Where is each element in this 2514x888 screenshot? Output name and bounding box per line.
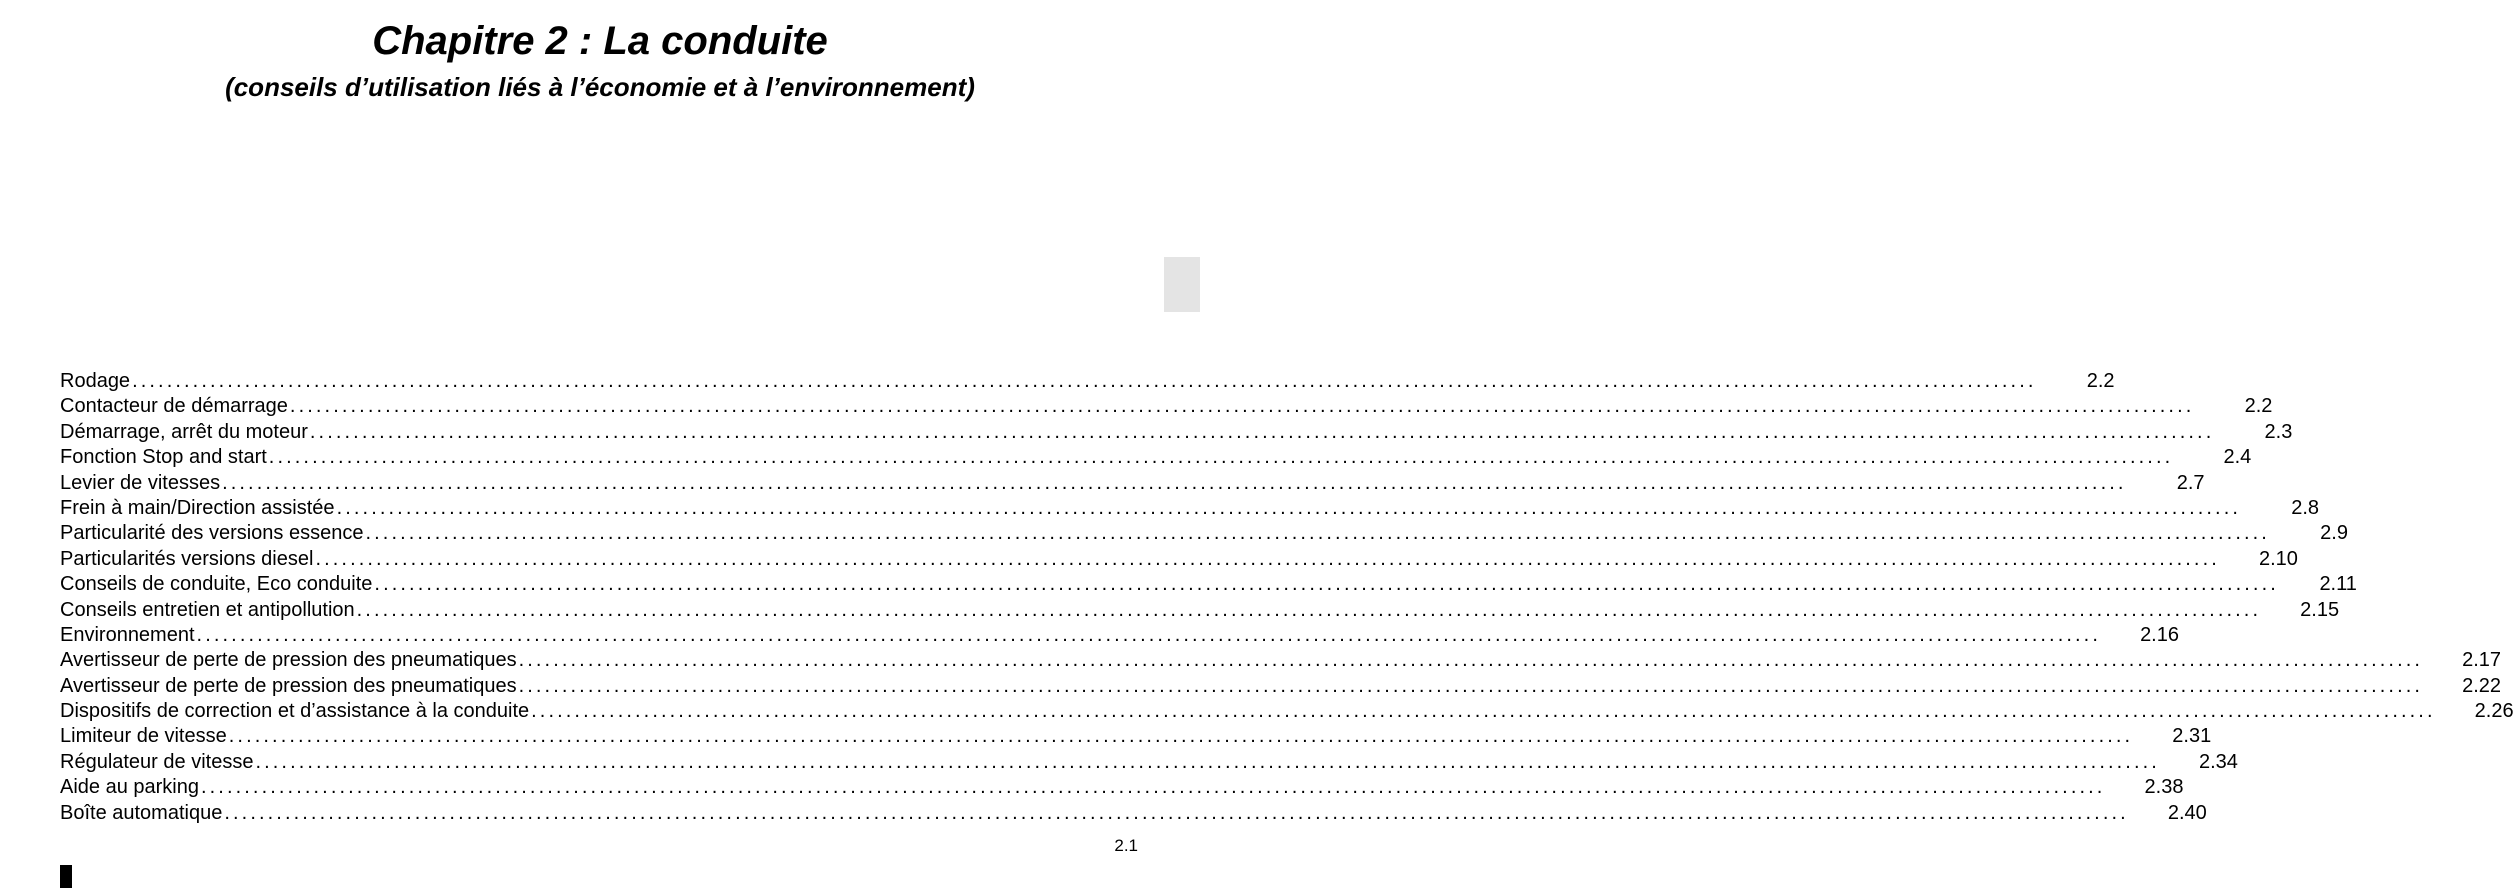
toc-dot-leader: ............................................................................................................................................................................................................................: [222, 471, 2127, 494]
toc-entry-page: 2.26: [2474, 700, 2514, 723]
toc-entry-page: 2.16: [2140, 623, 2179, 646]
toc-dot-leader: ............................................................................................................................................................................................................................: [518, 649, 2424, 672]
toc-entry-label: Levier de vitesses: [60, 471, 221, 494]
toc-entry-page: 2.34: [2198, 750, 2238, 773]
toc-dot-leader: ............................................................................................................................................................................................................................: [255, 750, 2160, 773]
toc-dot-leader: ............................................................................................................................................................................................................................: [374, 573, 2279, 596]
toc-entry[interactable]: [60, 724, 2212, 749]
toc-entry-page: 2.17: [2462, 649, 2502, 672]
toc-entry-label: Régulateur de vitesse: [60, 750, 254, 773]
toc-dot-leader: ............................................................................................................................................................................................................................: [518, 674, 2424, 697]
toc-entry[interactable]: [60, 623, 2179, 648]
toc-dot-leader: ............................................................................................................................................................................................................................: [365, 522, 2270, 545]
toc-entry[interactable]: [60, 699, 2514, 724]
toc-entry-label: Particularités versions diesel: [60, 547, 314, 570]
toc-entry-label: Frein à main/Direction assistée: [60, 496, 335, 519]
toc-entry-page: 2.40: [2167, 801, 2207, 824]
toc-entry[interactable]: [60, 648, 2502, 673]
chapter-title: Chapitre 2 : La conduite: [372, 19, 828, 63]
toc-entry-label: Aide au parking: [60, 776, 199, 799]
toc-entry[interactable]: [60, 521, 2348, 546]
toc-entry-label: Environnement: [60, 623, 195, 646]
toc-entry-label: Fonction Stop and start: [60, 446, 267, 469]
toc-dot-leader: ............................................................................................................................................................................................................................: [289, 395, 2195, 418]
toc-entry-page: 2.2: [2244, 395, 2273, 418]
toc-dot-leader: ............................................................................................................................................................................................................................: [224, 801, 2129, 824]
table-of-contents: [60, 369, 2514, 826]
toc-entry-label: Conseils entretien et antipollution: [60, 598, 355, 621]
toc-entry-label: Avertisseur de perte de pression des pneumatiques: [60, 649, 517, 672]
toc-dot-leader: ............................................................................................................................................................................................................................: [132, 370, 2037, 392]
toc-entry[interactable]: [60, 801, 2207, 826]
toc-entry[interactable]: [60, 471, 2205, 496]
toc-dot-leader: ............................................................................................................................................................................................................................: [356, 598, 2262, 621]
toc-dot-leader: ............................................................................................................................................................................................................................: [531, 700, 2436, 723]
toc-entry-label: Démarrage, arrêt du moteur: [60, 420, 308, 443]
toc-entry-label: Rodage: [60, 370, 131, 392]
toc-entry-page: 2.7: [2176, 471, 2205, 494]
print-corner-mark: [60, 865, 72, 888]
toc-entry-page: 2.8: [2291, 496, 2320, 519]
toc-dot-leader: ............................................................................................................................................................................................................................: [200, 776, 2106, 799]
chapter-side-tab: [1164, 257, 1200, 312]
toc-entry-label: Boîte automatique: [60, 801, 223, 824]
toc-dot-leader: ............................................................................................................................................................................................................................: [196, 623, 2101, 646]
toc-dot-leader: ............................................................................................................................................................................................................................: [268, 446, 2174, 469]
toc-entry-label: Limiteur de vitesse: [60, 725, 227, 748]
toc-entry-label: Avertisseur de perte de pression des pneumatiques: [60, 674, 517, 697]
toc-dot-leader: ............................................................................................................................................................................................................................: [228, 725, 2134, 748]
toc-entry[interactable]: [60, 572, 2357, 597]
toc-entry-label: Conseils de conduite, Eco conduite: [60, 573, 373, 596]
toc-entry-page: 2.2: [2086, 370, 2115, 392]
toc-entry-page: 2.3: [2264, 420, 2293, 443]
toc-entry-label: Dispositifs de correction et d’assistance à la conduite: [60, 700, 530, 723]
toc-entry[interactable]: [60, 674, 2502, 699]
toc-entry-label: Contacteur de démarrage: [60, 395, 288, 418]
toc-entry-page: 2.15: [2300, 598, 2340, 621]
toc-dot-leader: ............................................................................................................................................................................................................................: [315, 547, 2220, 570]
toc-entry-page: 2.38: [2144, 776, 2184, 799]
toc-entry[interactable]: [60, 369, 2115, 394]
toc-entry[interactable]: [60, 598, 2340, 623]
toc-entry[interactable]: [60, 547, 2298, 572]
toc-entry[interactable]: [60, 775, 2184, 800]
toc-dot-leader: ............................................................................................................................................................................................................................: [336, 496, 2242, 519]
toc-entry[interactable]: [60, 496, 2320, 521]
toc-entry-page: 2.4: [2223, 446, 2252, 469]
toc-entry-page: 2.9: [2320, 522, 2348, 545]
toc-entry[interactable]: [60, 750, 2238, 775]
toc-entry-page: 2.10: [2258, 547, 2298, 570]
toc-entry-page: 2.11: [2319, 573, 2357, 596]
toc-entry[interactable]: [60, 394, 2273, 419]
toc-entry-label: Particularité des versions essence: [60, 522, 364, 545]
toc-entry[interactable]: [60, 420, 2293, 445]
page-number: 2.1: [1114, 836, 1138, 855]
toc-dot-leader: ............................................................................................................................................................................................................................: [309, 420, 2215, 443]
toc-entry-page: 2.31: [2172, 725, 2212, 748]
toc-entry[interactable]: [60, 445, 2252, 470]
toc-entry-page: 2.22: [2462, 674, 2502, 697]
chapter-subtitle: (conseils d’utilisation liés à l’économie et à l’environnement): [225, 72, 975, 102]
